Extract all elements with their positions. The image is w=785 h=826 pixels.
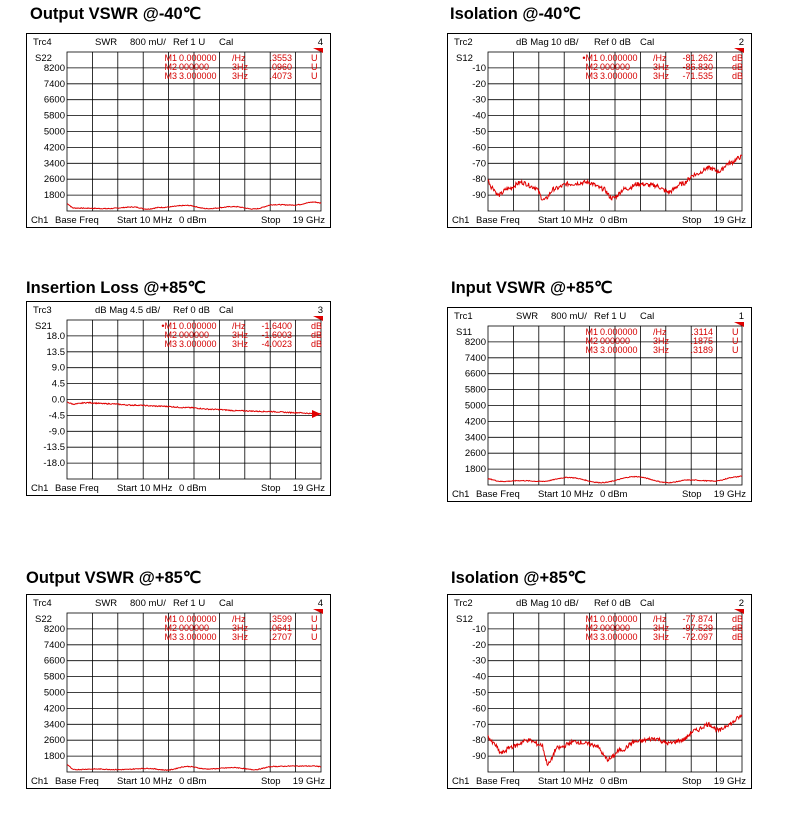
marker-freq-unit: 3Hz [653,632,670,642]
footer-channel: Ch1 [31,776,49,787]
marker-value-unit: dB [732,614,744,624]
param-label: S22 [35,53,52,64]
marker-value-unit: U [311,614,318,624]
marker-name: M2 [585,623,598,633]
chart-svg [27,302,332,497]
footer-stop: Stop [261,776,281,787]
marker-freq: 000000 [179,623,210,633]
marker-freq-unit: 3Hz [653,62,670,72]
y-tick-label: 9.0 [51,362,65,374]
marker-name: M2 [585,62,598,72]
header-scale: 10 dB/ [551,37,579,48]
header-scale: 10 dB/ [551,598,579,609]
header-cal: Cal [640,311,655,322]
marker-value: -1.6400 [261,321,292,331]
footer-channel: Ch1 [31,215,49,226]
chart-panel-c3 [26,301,331,496]
chart-svg [448,34,753,229]
y-tick-label: -13.5 [43,442,65,454]
title-c2: Isolation @-40℃ [450,5,581,23]
marker-freq: 3.000000 [179,632,217,642]
header-cal: Cal [640,598,655,609]
y-tick-label: -90 [472,190,486,202]
header-cal: Cal [219,37,234,48]
header-scale: 800 mU/ [551,311,587,322]
marker-name: M2 [585,336,598,346]
y-tick-label: 6600 [464,368,486,380]
marker-value: .4073 [269,71,292,81]
title-c5: Output VSWR @+85℃ [26,569,202,587]
marker-freq-unit: 3Hz [232,71,249,81]
y-tick-label: 7400 [43,639,65,651]
y-tick-label: -80 [472,174,486,186]
y-tick-label: 6600 [43,655,65,667]
param-label: S22 [35,614,52,625]
marker-freq: 000000 [600,62,631,72]
footer-stop-freq: 19 GHz [292,483,325,494]
footer-stop: Stop [261,215,281,226]
marker-freq: 000000 [600,623,631,633]
header-index: 2 [738,598,744,609]
title-c6: Isolation @+85℃ [451,569,587,587]
header-cal: Cal [640,37,655,48]
footer-stop: Stop [682,215,702,226]
header-ref: Ref 0 dB [594,598,631,609]
y-tick-label: 6600 [43,94,65,106]
marker-value-unit: dB [311,330,323,340]
chart-svg [27,34,332,229]
marker-freq: 0.000000 [179,614,217,624]
y-tick-label: 18.0 [46,330,65,342]
y-tick-label: 5800 [43,110,65,122]
y-tick-label: 5800 [43,671,65,683]
y-tick-label: 7400 [464,352,486,364]
y-tick-label: 8200 [464,336,486,348]
marker-freq: 0.000000 [179,53,217,63]
footer-stop-freq: 19 GHz [713,489,746,500]
chart-svg [27,595,332,790]
marker-value: .3553 [269,53,292,63]
ref-arrow [312,410,321,418]
marker-freq-unit: 3Hz [653,71,670,81]
marker-name: M3 [164,71,177,81]
header-index: 2 [738,37,744,48]
marker-value-unit: U [311,71,318,81]
y-tick-label: 1800 [43,190,65,202]
marker-value-unit: dB [732,71,744,81]
header-ref: Ref 1 U [594,311,627,322]
param-label: S12 [456,53,473,64]
y-tick-label: -40 [472,110,486,122]
marker-freq-unit: 3Hz [232,632,249,642]
marker-value: -71.535 [682,71,713,81]
y-tick-label: 5800 [464,384,486,396]
marker-name: M1 [585,614,598,624]
marker-freq-unit: 3Hz [232,623,249,633]
marker-value-unit: U [311,632,318,642]
marker-name: M3 [164,339,177,349]
marker-value: -72.097 [682,632,713,642]
chart-svg [448,308,753,503]
y-tick-label: -90 [472,751,486,763]
footer-sweep: Base Freq [476,489,520,500]
marker-freq: 0.000000 [600,53,638,63]
header-ref: Ref 0 dB [173,305,210,316]
y-tick-label: 4200 [43,703,65,715]
footer-stop: Stop [682,489,702,500]
title-c1: Output VSWR @-40℃ [30,5,202,23]
marker-value-unit: dB [732,62,744,72]
y-tick-label: -4.5 [48,410,65,422]
marker-freq: 3.000000 [179,339,217,349]
y-tick-label: 3400 [43,719,65,731]
header-format: dB Mag [516,598,549,609]
marker-value-unit: U [311,62,318,72]
footer-stop-freq: 19 GHz [292,776,325,787]
y-tick-label: 7400 [43,78,65,90]
param-label: S11 [456,327,473,338]
marker-value: .0641 [269,623,292,633]
marker-freq-unit: 3Hz [653,345,670,355]
marker-value-unit: U [311,623,318,633]
footer-power: 0 dBm [179,776,207,787]
footer-stop-freq: 19 GHz [292,215,325,226]
header-scale: 800 mU/ [130,598,166,609]
marker-freq-unit: 3Hz [232,339,249,349]
marker-name: M3 [585,71,598,81]
footer-start: Start 10 MHz [538,776,594,787]
marker-name: M1 [585,327,598,337]
marker-name: M3 [585,632,598,642]
marker-freq-unit: /Hz [653,327,667,337]
y-tick-label: 8200 [43,623,65,635]
marker-freq-unit: 3Hz [232,330,249,340]
param-label: S21 [35,321,52,332]
footer-sweep: Base Freq [55,215,99,226]
footer-power: 0 dBm [179,483,207,494]
y-tick-label: 2600 [43,174,65,186]
marker-name: •M1 [161,321,177,331]
y-tick-label: -40 [472,671,486,683]
header-format: dB Mag [516,37,549,48]
marker-freq: 0.000000 [179,321,217,331]
y-tick-label: -20 [472,78,486,90]
header-cal: Cal [219,598,234,609]
y-tick-label: 3400 [43,158,65,170]
marker-value: .3599 [269,614,292,624]
marker-freq: 3.000000 [600,71,638,81]
marker-value-unit: U [732,336,739,346]
y-tick-label: -30 [472,655,486,667]
header-cal: Cal [219,305,234,316]
footer-start: Start 10 MHz [538,215,594,226]
marker-value: .0960 [269,62,292,72]
footer-sweep: Base Freq [476,776,520,787]
chart-panel-c4 [447,307,752,502]
y-tick-label: 4200 [43,142,65,154]
footer-power: 0 dBm [600,776,628,787]
chart-panel-c1 [26,33,331,228]
chart-panel-c2 [447,33,752,228]
marker-freq-unit: /Hz [653,614,667,624]
footer-stop-freq: 19 GHz [713,776,746,787]
marker-name: M3 [585,345,598,355]
footer-start: Start 10 MHz [117,215,173,226]
title-c3: Insertion Loss @+85℃ [26,279,206,297]
marker-freq-unit: /Hz [232,614,246,624]
marker-name: M2 [164,330,177,340]
y-tick-label: 1800 [43,751,65,763]
header-trace: Trc1 [454,311,473,322]
header-index: 1 [738,311,744,322]
header-format: SWR [516,311,539,322]
marker-name: M2 [164,62,177,72]
header-trace: Trc4 [33,37,52,48]
marker-name: •M1 [582,53,598,63]
header-format: dB Mag [95,305,128,316]
marker-freq: 0.000000 [600,614,638,624]
header-format: SWR [95,37,118,48]
footer-sweep: Base Freq [55,483,99,494]
footer-start: Start 10 MHz [538,489,594,500]
header-ref: Ref 0 dB [594,37,631,48]
y-tick-label: 5000 [43,687,65,699]
header-ref: Ref 1 U [173,37,206,48]
header-trace: Trc2 [454,598,473,609]
marker-freq: 3.000000 [179,71,217,81]
marker-value: .3114 [691,327,713,337]
marker-value: -77.874 [682,614,713,624]
y-tick-label: 4200 [464,416,486,428]
footer-start: Start 10 MHz [117,483,173,494]
y-tick-label: 5000 [464,400,486,412]
y-tick-label: -9.0 [48,426,65,438]
footer-power: 0 dBm [600,215,628,226]
y-tick-label: 5000 [43,126,65,138]
marker-freq-unit: 3Hz [232,62,249,72]
y-tick-label: -50 [472,687,486,699]
marker-freq: 3.000000 [600,345,638,355]
header-scale: 800 mU/ [130,37,166,48]
marker-freq-unit: /Hz [232,321,246,331]
title-c4: Input VSWR @+85℃ [451,279,613,297]
marker-value-unit: U [732,327,739,337]
footer-stop-freq: 19 GHz [713,215,746,226]
y-tick-label: -60 [472,142,486,154]
marker-value-unit: U [311,53,318,63]
y-tick-label: 3400 [464,432,486,444]
y-tick-label: -50 [472,126,486,138]
marker-value-unit: dB [732,53,744,63]
y-tick-label: -30 [472,94,486,106]
chart-panel-c5 [26,594,331,789]
y-tick-label: 4.5 [51,378,65,390]
marker-value-unit: U [732,345,739,355]
y-tick-label: -80 [472,735,486,747]
marker-value: .2707 [269,632,292,642]
marker-value: -97.529 [682,623,713,633]
marker-value: -4.0023 [261,339,292,349]
chart-svg [448,595,753,790]
marker-freq-unit: /Hz [653,53,667,63]
y-tick-label: 13.5 [46,346,65,358]
header-trace: Trc4 [33,598,52,609]
marker-value: -1.6003 [261,330,292,340]
marker-freq: 0.000000 [600,327,638,337]
footer-sweep: Base Freq [476,215,520,226]
y-tick-label: -20 [472,639,486,651]
footer-channel: Ch1 [452,489,470,500]
marker-freq-unit: 3Hz [653,623,670,633]
y-tick-label: 1800 [464,464,486,476]
footer-start: Start 10 MHz [117,776,173,787]
header-index: 3 [317,305,323,316]
header-trace: Trc3 [33,305,52,316]
header-format: SWR [95,598,118,609]
y-tick-label: 2600 [464,448,486,460]
marker-value-unit: dB [311,321,323,331]
y-tick-label: 2600 [43,735,65,747]
marker-value: .3189 [690,345,713,355]
header-index: 4 [317,37,323,48]
y-tick-label: -10 [472,623,486,635]
header-scale: 4.5 dB/ [130,305,161,316]
marker-value: -86.830 [682,62,713,72]
marker-value-unit: dB [732,632,744,642]
y-tick-label: 0.0 [51,394,65,406]
header-index: 4 [317,598,323,609]
marker-value-unit: dB [732,623,744,633]
marker-value: -81.262 [682,53,713,63]
footer-sweep: Base Freq [55,776,99,787]
marker-value: .1875 [690,336,713,346]
marker-freq: 000000 [179,330,210,340]
footer-channel: Ch1 [452,215,470,226]
y-tick-label: 8200 [43,62,65,74]
footer-stop: Stop [682,776,702,787]
marker-freq: 3.000000 [600,632,638,642]
header-trace: Trc2 [454,37,473,48]
marker-name: M1 [164,614,177,624]
footer-channel: Ch1 [452,776,470,787]
marker-value-unit: dB [311,339,323,349]
y-tick-label: -60 [472,703,486,715]
chart-panel-c6 [447,594,752,789]
footer-power: 0 dBm [600,489,628,500]
marker-name: M2 [164,623,177,633]
y-tick-label: -18.0 [43,458,65,470]
marker-freq: 000000 [600,336,631,346]
footer-channel: Ch1 [31,483,49,494]
marker-name: M1 [164,53,177,63]
marker-freq-unit: 3Hz [653,336,670,346]
marker-freq-unit: /Hz [232,53,246,63]
marker-freq: 000000 [179,62,210,72]
footer-power: 0 dBm [179,215,207,226]
header-ref: Ref 1 U [173,598,206,609]
y-tick-label: -70 [472,719,486,731]
marker-name: M3 [164,632,177,642]
y-tick-label: -10 [472,62,486,74]
y-tick-label: -70 [472,158,486,170]
footer-stop: Stop [261,483,281,494]
param-label: S12 [456,614,473,625]
